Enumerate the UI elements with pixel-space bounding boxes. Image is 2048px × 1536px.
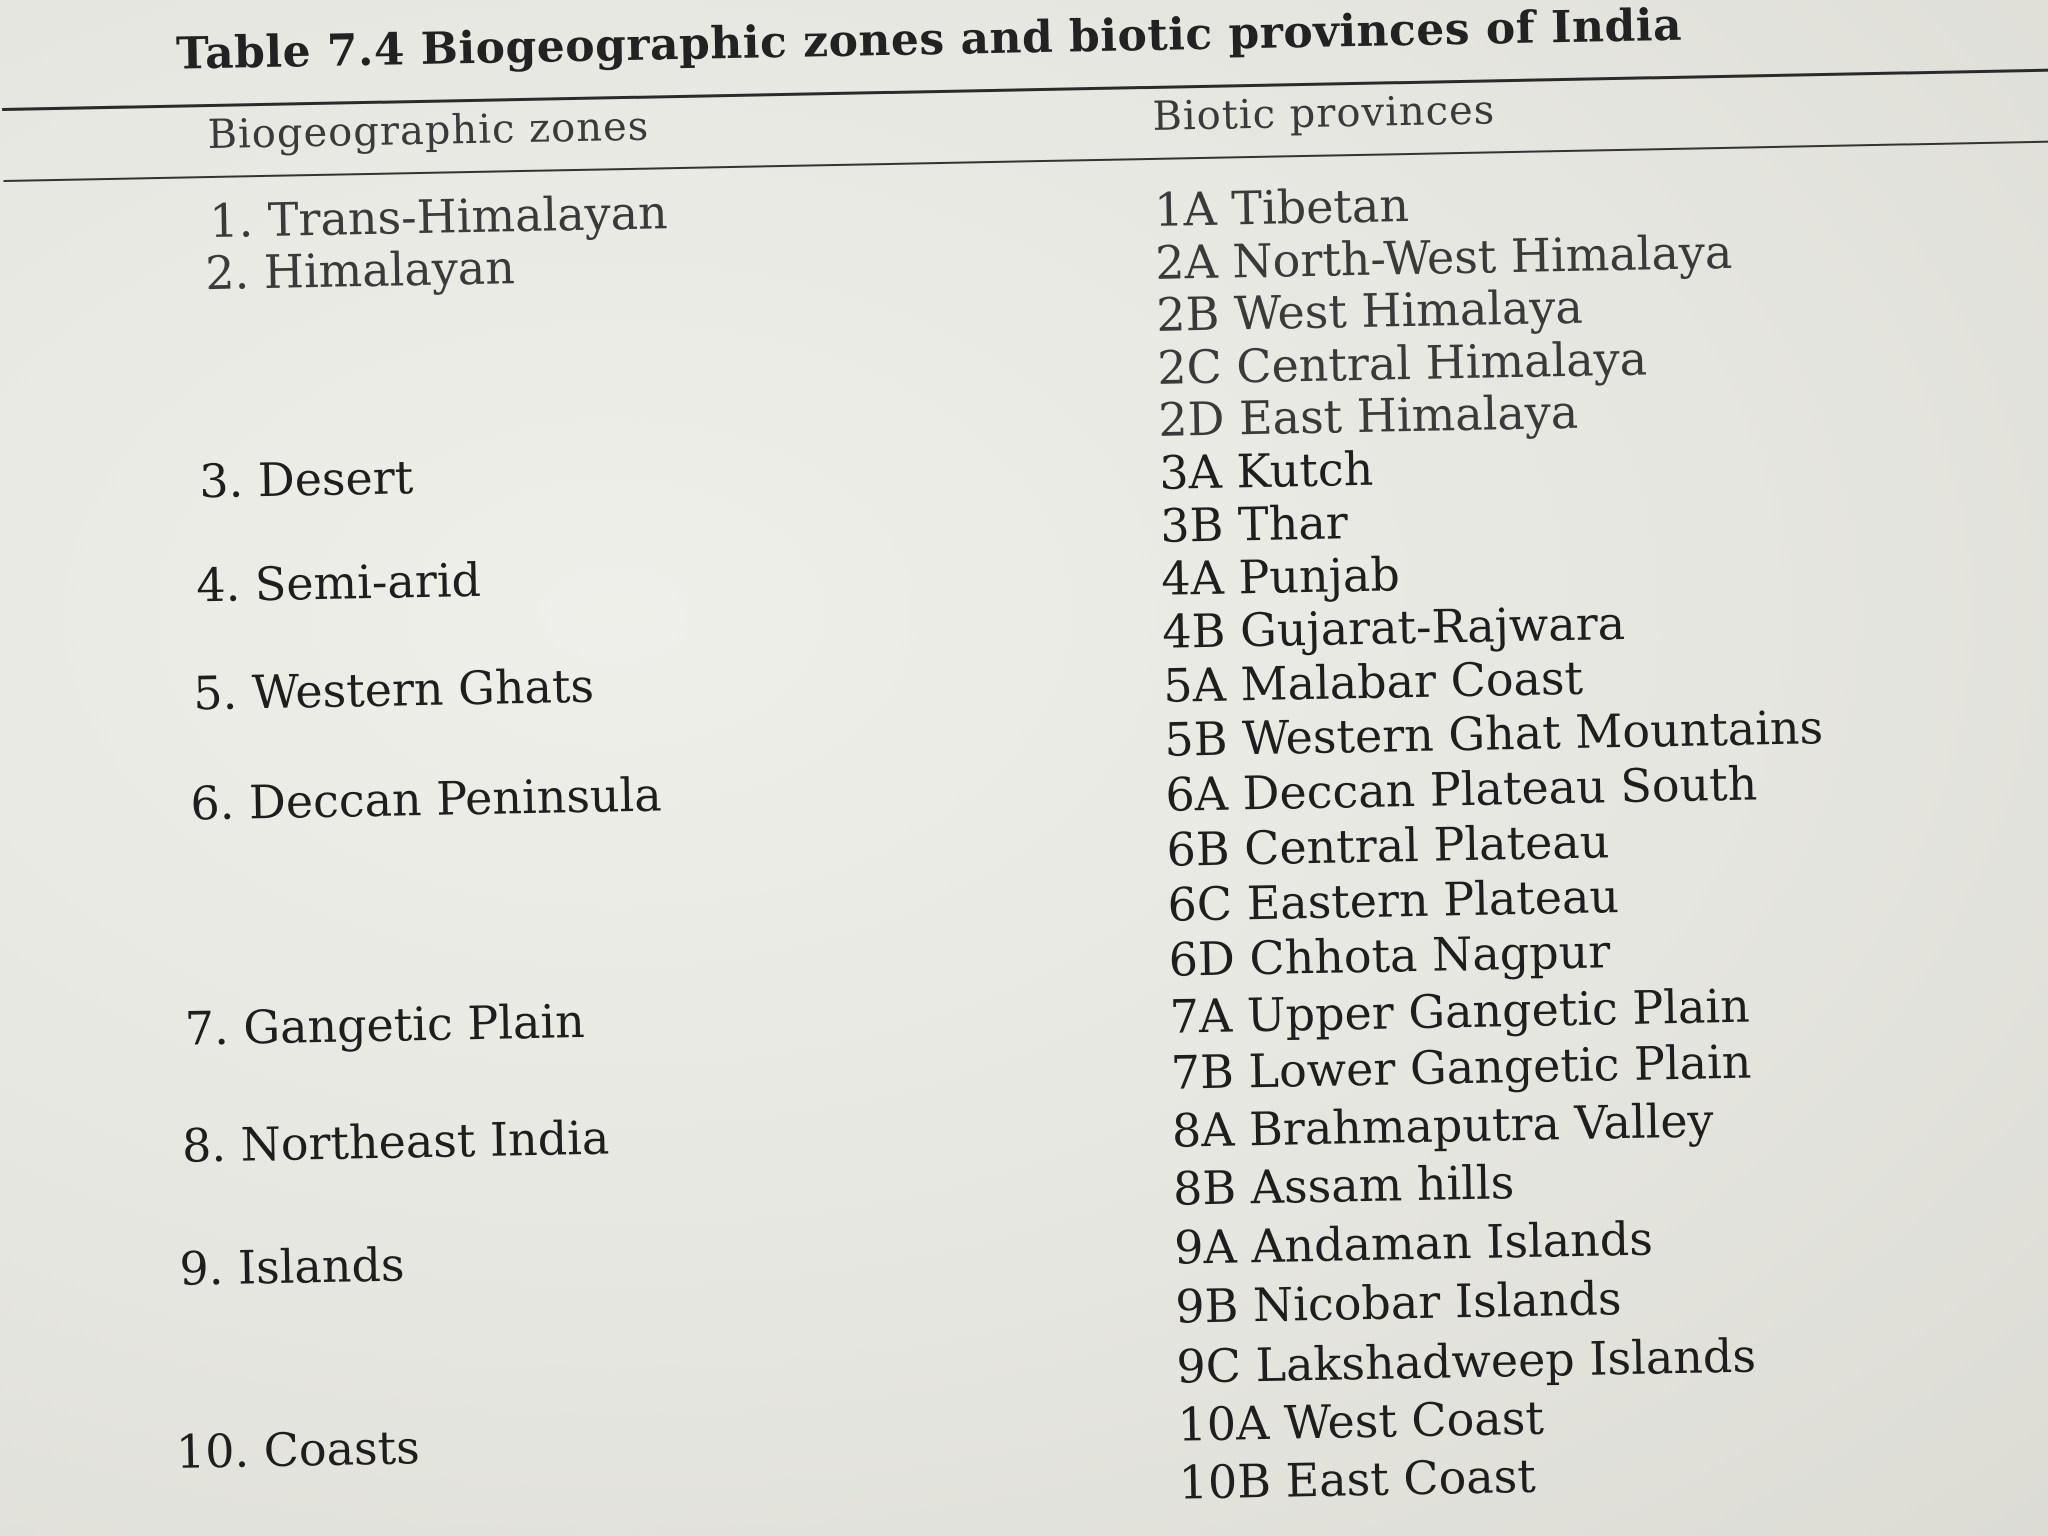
- province-item: 3B Thar: [1159, 495, 1349, 553]
- province-item: 3A Kutch: [1158, 441, 1374, 500]
- province-item: 10B East Coast: [1178, 1448, 1537, 1510]
- province-item: 2A North-West Himalaya: [1154, 224, 1733, 290]
- province-item: 7B Lower Gangetic Plain: [1170, 1034, 1752, 1100]
- zone-item: 8. Northeast India: [181, 1110, 610, 1173]
- province-item: 6D Chhota Nagpur: [1168, 924, 1611, 987]
- zone-item: 3. Desert: [198, 450, 414, 509]
- province-item: 8B Assam hills: [1172, 1155, 1515, 1216]
- zone-item: 2. Himalayan: [204, 240, 516, 301]
- province-item: 4B Gujarat-Rajwara: [1161, 595, 1626, 659]
- province-item: 2D East Himalaya: [1157, 384, 1579, 447]
- province-item: 2C Central Himalaya: [1156, 331, 1648, 395]
- province-item: 6C Eastern Plateau: [1167, 869, 1620, 932]
- province-item: 4A Punjab: [1160, 547, 1401, 606]
- zone-item: 7. Gangetic Plain: [184, 993, 586, 1056]
- table-title: Table 7.4 Biogeographic zones and biotic provinces of India: [175, 0, 1683, 80]
- zone-item: 4. Semi-arid: [195, 552, 482, 613]
- zone-item: 1. Trans-Himalayan: [208, 185, 669, 249]
- zone-item: 9. Islands: [178, 1237, 405, 1296]
- province-item: 1A Tibetan: [1153, 177, 1410, 237]
- province-item: 2B West Himalaya: [1155, 279, 1584, 342]
- province-item: 8A Brahmaputra Valley: [1171, 1093, 1714, 1158]
- province-item: 6B Central Plateau: [1166, 814, 1610, 877]
- province-item: 5A Malabar Coast: [1162, 650, 1584, 713]
- province-item: 7A Upper Gangetic Plain: [1169, 978, 1751, 1044]
- province-item: 9B Nicobar Islands: [1174, 1271, 1622, 1334]
- column-header-provinces: Biotic provinces: [1152, 87, 1496, 140]
- province-item: 5B Western Ghat Mountains: [1163, 700, 1824, 767]
- zone-item: 6. Deccan Peninsula: [189, 767, 663, 831]
- column-header-zones: Biogeographic zones: [207, 103, 650, 159]
- province-item: 10A West Coast: [1177, 1390, 1545, 1452]
- province-item: 9C Lakshadweep Islands: [1175, 1328, 1757, 1394]
- zone-item: 10. Coasts: [175, 1420, 421, 1479]
- zone-item: 5. Western Ghats: [192, 658, 595, 721]
- province-item: 9A Andaman Islands: [1173, 1211, 1654, 1275]
- province-item: 6A Deccan Plateau South: [1164, 756, 1758, 822]
